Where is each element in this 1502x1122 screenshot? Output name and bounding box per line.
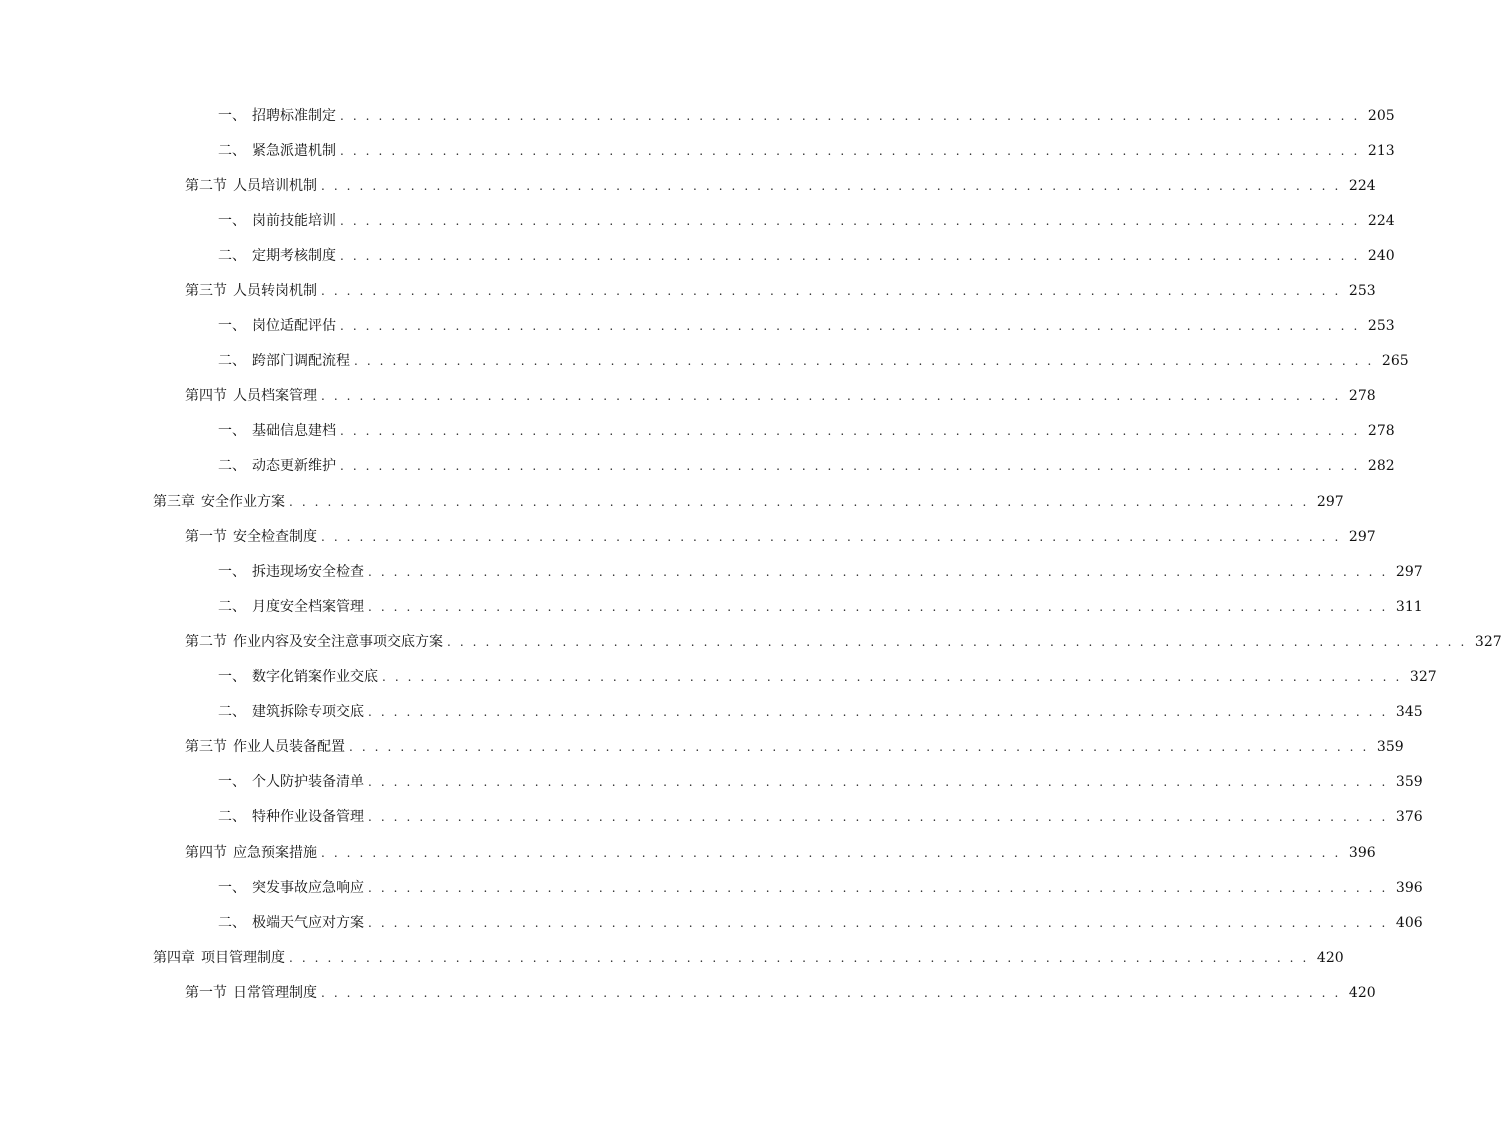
toc-entry-number: 第四节 xyxy=(185,844,227,861)
toc-entry[interactable] xyxy=(0,695,1423,730)
toc-entry-number: 一、 xyxy=(218,107,246,124)
toc-entry-number: 二、 xyxy=(218,914,246,931)
toc-entry-title: 极端天气应对方案 xyxy=(252,914,364,931)
toc-entry-page-number: 224 xyxy=(1367,212,1395,229)
toc-entry-number: 二、 xyxy=(218,458,246,475)
toc-entry-title: 安全检查制度 xyxy=(233,528,317,545)
toc-entry-number: 二、 xyxy=(218,142,246,159)
toc-entry-number: 二、 xyxy=(218,809,246,826)
toc-entry-number: 第三节 xyxy=(185,283,227,300)
toc-entry-number: 一、 xyxy=(218,318,246,335)
toc-entry-title: 人员转岗机制 xyxy=(233,283,317,300)
toc-entry-title: 作业人员装备配置 xyxy=(233,739,345,756)
toc-entry-page-number: 205 xyxy=(1367,107,1395,124)
toc-entry-title: 建筑拆除专项交底 xyxy=(252,704,364,721)
toc-entry-number: 一、 xyxy=(218,212,246,229)
toc-entry[interactable] xyxy=(0,800,1423,835)
toc-entry[interactable] xyxy=(0,519,1376,554)
toc-entry[interactable] xyxy=(0,870,1423,905)
toc-entry[interactable] xyxy=(0,660,1437,695)
toc-entry-title: 数字化销案作业交底 xyxy=(252,669,378,686)
toc-entry[interactable] xyxy=(0,379,1376,414)
toc-dot-leader: . . . . . . . . . . . . . . . . . . . . . . . . . . . . . . . . . . . . . . . . . . . . . . . . . . . . . . . . . . . . . . . . . . . . . . . . . . . . . . . . xyxy=(368,599,1388,614)
toc-dot-leader: . . . . . . . . . . . . . . . . . . . . . . . . . . . . . . . . . . . . . . . . . . . . . . . . . . . . . . . . . . . . . . . . . . . . . . . . . . . . . . . . xyxy=(289,950,1309,965)
toc-dot-leader: . . . . . . . . . . . . . . . . . . . . . . . . . . . . . . . . . . . . . . . . . . . . . . . . . . . . . . . . . . . . . . . . . . . . . . . . . . . . . . . . xyxy=(321,284,1341,299)
toc-entry-number: 第二节 xyxy=(185,633,227,650)
toc-entry-title: 定期考核制度 xyxy=(252,247,336,264)
toc-entry[interactable] xyxy=(0,414,1395,449)
toc-entry-page-number: 311 xyxy=(1395,598,1423,615)
toc-dot-leader: . . . . . . . . . . . . . . . . . . . . . . . . . . . . . . . . . . . . . . . . . . . . . . . . . . . . . . . . . . . . . . . . . . . . . . . . . . . . . . . . xyxy=(340,143,1360,158)
toc-entry[interactable] xyxy=(0,484,1344,519)
toc-entry[interactable] xyxy=(0,765,1423,800)
toc-dot-leader: . . . . . . . . . . . . . . . . . . . . . . . . . . . . . . . . . . . . . . . . . . . . . . . . . . . . . . . . . . . . . . . . . . . . . . . . . . . . . . . . xyxy=(321,389,1341,404)
toc-entry-number: 第四章 xyxy=(153,949,195,966)
toc-entry-title: 突发事故应急响应 xyxy=(252,879,364,896)
toc-entry-title: 人员档案管理 xyxy=(233,388,317,405)
toc-dot-leader: . . . . . . . . . . . . . . . . . . . . . . . . . . . . . . . . . . . . . . . . . . . . . . . . . . . . . . . . . . . . . . . . . . . . . . . . . . . . . . . . xyxy=(368,915,1388,930)
toc-entry-number: 一、 xyxy=(218,423,246,440)
toc-entry-title: 招聘标准制定 xyxy=(252,107,336,124)
toc-dot-leader: . . . . . . . . . . . . . . . . . . . . . . . . . . . . . . . . . . . . . . . . . . . . . . . . . . . . . . . . . . . . . . . . . . . . . . . . . . . . . . . . xyxy=(368,705,1388,720)
toc-entry-page-number: 396 xyxy=(1395,879,1423,896)
toc-entry-page-number: 376 xyxy=(1395,809,1423,826)
toc-entry-number: 第四节 xyxy=(185,388,227,405)
toc-entry[interactable] xyxy=(0,309,1395,344)
toc-dot-leader: . . . . . . . . . . . . . . . . . . . . . . . . . . . . . . . . . . . . . . . . . . . . . . . . . . . . . . . . . . . . . . . . . . . . . . . . . . . . . . . . xyxy=(368,880,1388,895)
table-of-contents xyxy=(0,98,1502,1010)
toc-dot-leader: . . . . . . . . . . . . . . . . . . . . . . . . . . . . . . . . . . . . . . . . . . . . . . . . . . . . . . . . . . . . . . . . . . . . . . . . . . . . . . . . xyxy=(368,810,1388,825)
toc-entry-page-number: 282 xyxy=(1367,458,1395,475)
toc-entry[interactable] xyxy=(0,554,1423,589)
toc-entry-title: 特种作业设备管理 xyxy=(252,809,364,826)
toc-entry-page-number: 396 xyxy=(1348,844,1376,861)
toc-entry-number: 第一节 xyxy=(185,528,227,545)
toc-entry-title: 日常管理制度 xyxy=(233,984,317,1001)
toc-entry-title: 月度安全档案管理 xyxy=(252,598,364,615)
toc-entry-page-number: 278 xyxy=(1348,388,1376,405)
toc-entry[interactable] xyxy=(0,624,1502,659)
toc-entry-page-number: 213 xyxy=(1367,142,1395,159)
toc-entry-page-number: 345 xyxy=(1395,704,1423,721)
toc-entry-page-number: 359 xyxy=(1376,739,1404,756)
toc-entry[interactable] xyxy=(0,203,1395,238)
toc-dot-leader: . . . . . . . . . . . . . . . . . . . . . . . . . . . . . . . . . . . . . . . . . . . . . . . . . . . . . . . . . . . . . . . . . . . . . . . . . . . . . . . . xyxy=(289,494,1309,509)
toc-entry-number: 二、 xyxy=(218,704,246,721)
toc-entry-title: 拆违现场安全检查 xyxy=(252,563,364,580)
toc-entry-page-number: 253 xyxy=(1367,318,1395,335)
toc-entry-title: 紧急派遣机制 xyxy=(252,142,336,159)
toc-entry-title: 动态更新维护 xyxy=(252,458,336,475)
toc-entry-title: 岗前技能培训 xyxy=(252,212,336,229)
toc-entry-number: 一、 xyxy=(218,774,246,791)
toc-entry-number: 二、 xyxy=(218,598,246,615)
toc-entry-page-number: 327 xyxy=(1409,669,1437,686)
toc-dot-leader: . . . . . . . . . . . . . . . . . . . . . . . . . . . . . . . . . . . . . . . . . . . . . . . . . . . . . . . . . . . . . . . . . . . . . . . . . . . . . . . . xyxy=(349,740,1369,755)
toc-entry[interactable] xyxy=(0,449,1395,484)
toc-entry-number: 二、 xyxy=(218,247,246,264)
toc-entry[interactable] xyxy=(0,835,1376,870)
toc-entry-page-number: 224 xyxy=(1348,177,1376,194)
toc-entry-page-number: 253 xyxy=(1348,283,1376,300)
toc-entry-page-number: 265 xyxy=(1381,353,1409,370)
toc-dot-leader: . . . . . . . . . . . . . . . . . . . . . . . . . . . . . . . . . . . . . . . . . . . . . . . . . . . . . . . . . . . . . . . . . . . . . . . . . . . . . . . . xyxy=(340,424,1360,439)
toc-dot-leader: . . . . . . . . . . . . . . . . . . . . . . . . . . . . . . . . . . . . . . . . . . . . . . . . . . . . . . . . . . . . . . . . . . . . . . . . . . . . . . . . xyxy=(368,775,1388,790)
toc-dot-leader: . . . . . . . . . . . . . . . . . . . . . . . . . . . . . . . . . . . . . . . . . . . . . . . . . . . . . . . . . . . . . . . . . . . . . . . . . . . . . . . . xyxy=(368,564,1388,579)
toc-entry-title: 项目管理制度 xyxy=(201,949,285,966)
toc-entry-title: 应急预案措施 xyxy=(233,844,317,861)
toc-entry[interactable] xyxy=(0,133,1395,168)
toc-entry-page-number: 420 xyxy=(1316,949,1344,966)
toc-entry-page-number: 359 xyxy=(1395,774,1423,791)
toc-entry-number: 二、 xyxy=(218,353,246,370)
toc-entry-title: 岗位适配评估 xyxy=(252,318,336,335)
toc-dot-leader: . . . . . . . . . . . . . . . . . . . . . . . . . . . . . . . . . . . . . . . . . . . . . . . . . . . . . . . . . . . . . . . . . . . . . . . . . . . . . . . . xyxy=(321,985,1341,1000)
toc-entry-number: 一、 xyxy=(218,563,246,580)
toc-entry-number: 第三章 xyxy=(153,493,195,510)
toc-entry-title: 作业内容及安全注意事项交底方案 xyxy=(233,633,443,650)
toc-entry[interactable] xyxy=(0,168,1376,203)
toc-dot-leader: . . . . . . . . . . . . . . . . . . . . . . . . . . . . . . . . . . . . . . . . . . . . . . . . . . . . . . . . . . . . . . . . . . . . . . . . . . . . . . . . xyxy=(340,213,1360,228)
toc-entry-title: 人员培训机制 xyxy=(233,177,317,194)
toc-entry-page-number: 327 xyxy=(1474,633,1502,650)
toc-entry-title: 安全作业方案 xyxy=(201,493,285,510)
toc-entry[interactable] xyxy=(0,730,1404,765)
toc-dot-leader: . . . . . . . . . . . . . . . . . . . . . . . . . . . . . . . . . . . . . . . . . . . . . . . . . . . . . . . . . . . . . . . . . . . . . . . . . . . . . . . . xyxy=(321,529,1341,544)
toc-dot-leader: . . . . . . . . . . . . . . . . . . . . . . . . . . . . . . . . . . . . . . . . . . . . . . . . . . . . . . . . . . . . . . . . . . . . . . . . . . . . . . . . xyxy=(340,248,1360,263)
toc-entry-number: 第三节 xyxy=(185,739,227,756)
toc-entry-title: 基础信息建档 xyxy=(252,423,336,440)
toc-entry[interactable] xyxy=(0,98,1395,133)
toc-dot-leader: . . . . . . . . . . . . . . . . . . . . . . . . . . . . . . . . . . . . . . . . . . . . . . . . . . . . . . . . . . . . . . . . . . . . . . . . . . . . . . . . xyxy=(354,354,1374,369)
toc-entry[interactable] xyxy=(0,344,1409,379)
toc-entry[interactable] xyxy=(0,905,1423,940)
toc-dot-leader: . . . . . . . . . . . . . . . . . . . . . . . . . . . . . . . . . . . . . . . . . . . . . . . . . . . . . . . . . . . . . . . . . . . . . . . . . . . . . . . . xyxy=(340,319,1360,334)
toc-entry-page-number: 297 xyxy=(1348,528,1376,545)
toc-entry[interactable] xyxy=(0,589,1423,624)
toc-entry-number: 一、 xyxy=(218,879,246,896)
toc-entry-number: 第一节 xyxy=(185,984,227,1001)
toc-entry-page-number: 278 xyxy=(1367,423,1395,440)
toc-entry-page-number: 406 xyxy=(1395,914,1423,931)
toc-entry-number: 一、 xyxy=(218,669,246,686)
toc-entry-page-number: 297 xyxy=(1395,563,1423,580)
toc-entry-title: 个人防护装备清单 xyxy=(252,774,364,791)
toc-dot-leader: . . . . . . . . . . . . . . . . . . . . . . . . . . . . . . . . . . . . . . . . . . . . . . . . . . . . . . . . . . . . . . . . . . . . . . . . . . . . . . . . xyxy=(340,459,1360,474)
toc-dot-leader: . . . . . . . . . . . . . . . . . . . . . . . . . . . . . . . . . . . . . . . . . . . . . . . . . . . . . . . . . . . . . . . . . . . . . . . . . . . . . . . . xyxy=(340,108,1360,123)
toc-dot-leader: . . . . . . . . . . . . . . . . . . . . . . . . . . . . . . . . . . . . . . . . . . . . . . . . . . . . . . . . . . . . . . . . . . . . . . . . . . . . . . . . xyxy=(382,670,1402,685)
toc-entry[interactable] xyxy=(0,975,1376,1010)
toc-entry-title: 跨部门调配流程 xyxy=(252,353,350,370)
toc-dot-leader: . . . . . . . . . . . . . . . . . . . . . . . . . . . . . . . . . . . . . . . . . . . . . . . . . . . . . . . . . . . . . . . . . . . . . . . . . . . . . . . . xyxy=(447,634,1467,649)
toc-entry-number: 第二节 xyxy=(185,177,227,194)
toc-entry[interactable] xyxy=(0,238,1395,273)
toc-entry-page-number: 297 xyxy=(1316,493,1344,510)
toc-dot-leader: . . . . . . . . . . . . . . . . . . . . . . . . . . . . . . . . . . . . . . . . . . . . . . . . . . . . . . . . . . . . . . . . . . . . . . . . . . . . . . . . xyxy=(321,178,1341,193)
toc-entry-page-number: 240 xyxy=(1367,247,1395,264)
toc-dot-leader: . . . . . . . . . . . . . . . . . . . . . . . . . . . . . . . . . . . . . . . . . . . . . . . . . . . . . . . . . . . . . . . . . . . . . . . . . . . . . . . . xyxy=(321,845,1341,860)
toc-entry-page-number: 420 xyxy=(1348,984,1376,1001)
toc-entry[interactable] xyxy=(0,940,1344,975)
toc-entry[interactable] xyxy=(0,273,1376,308)
